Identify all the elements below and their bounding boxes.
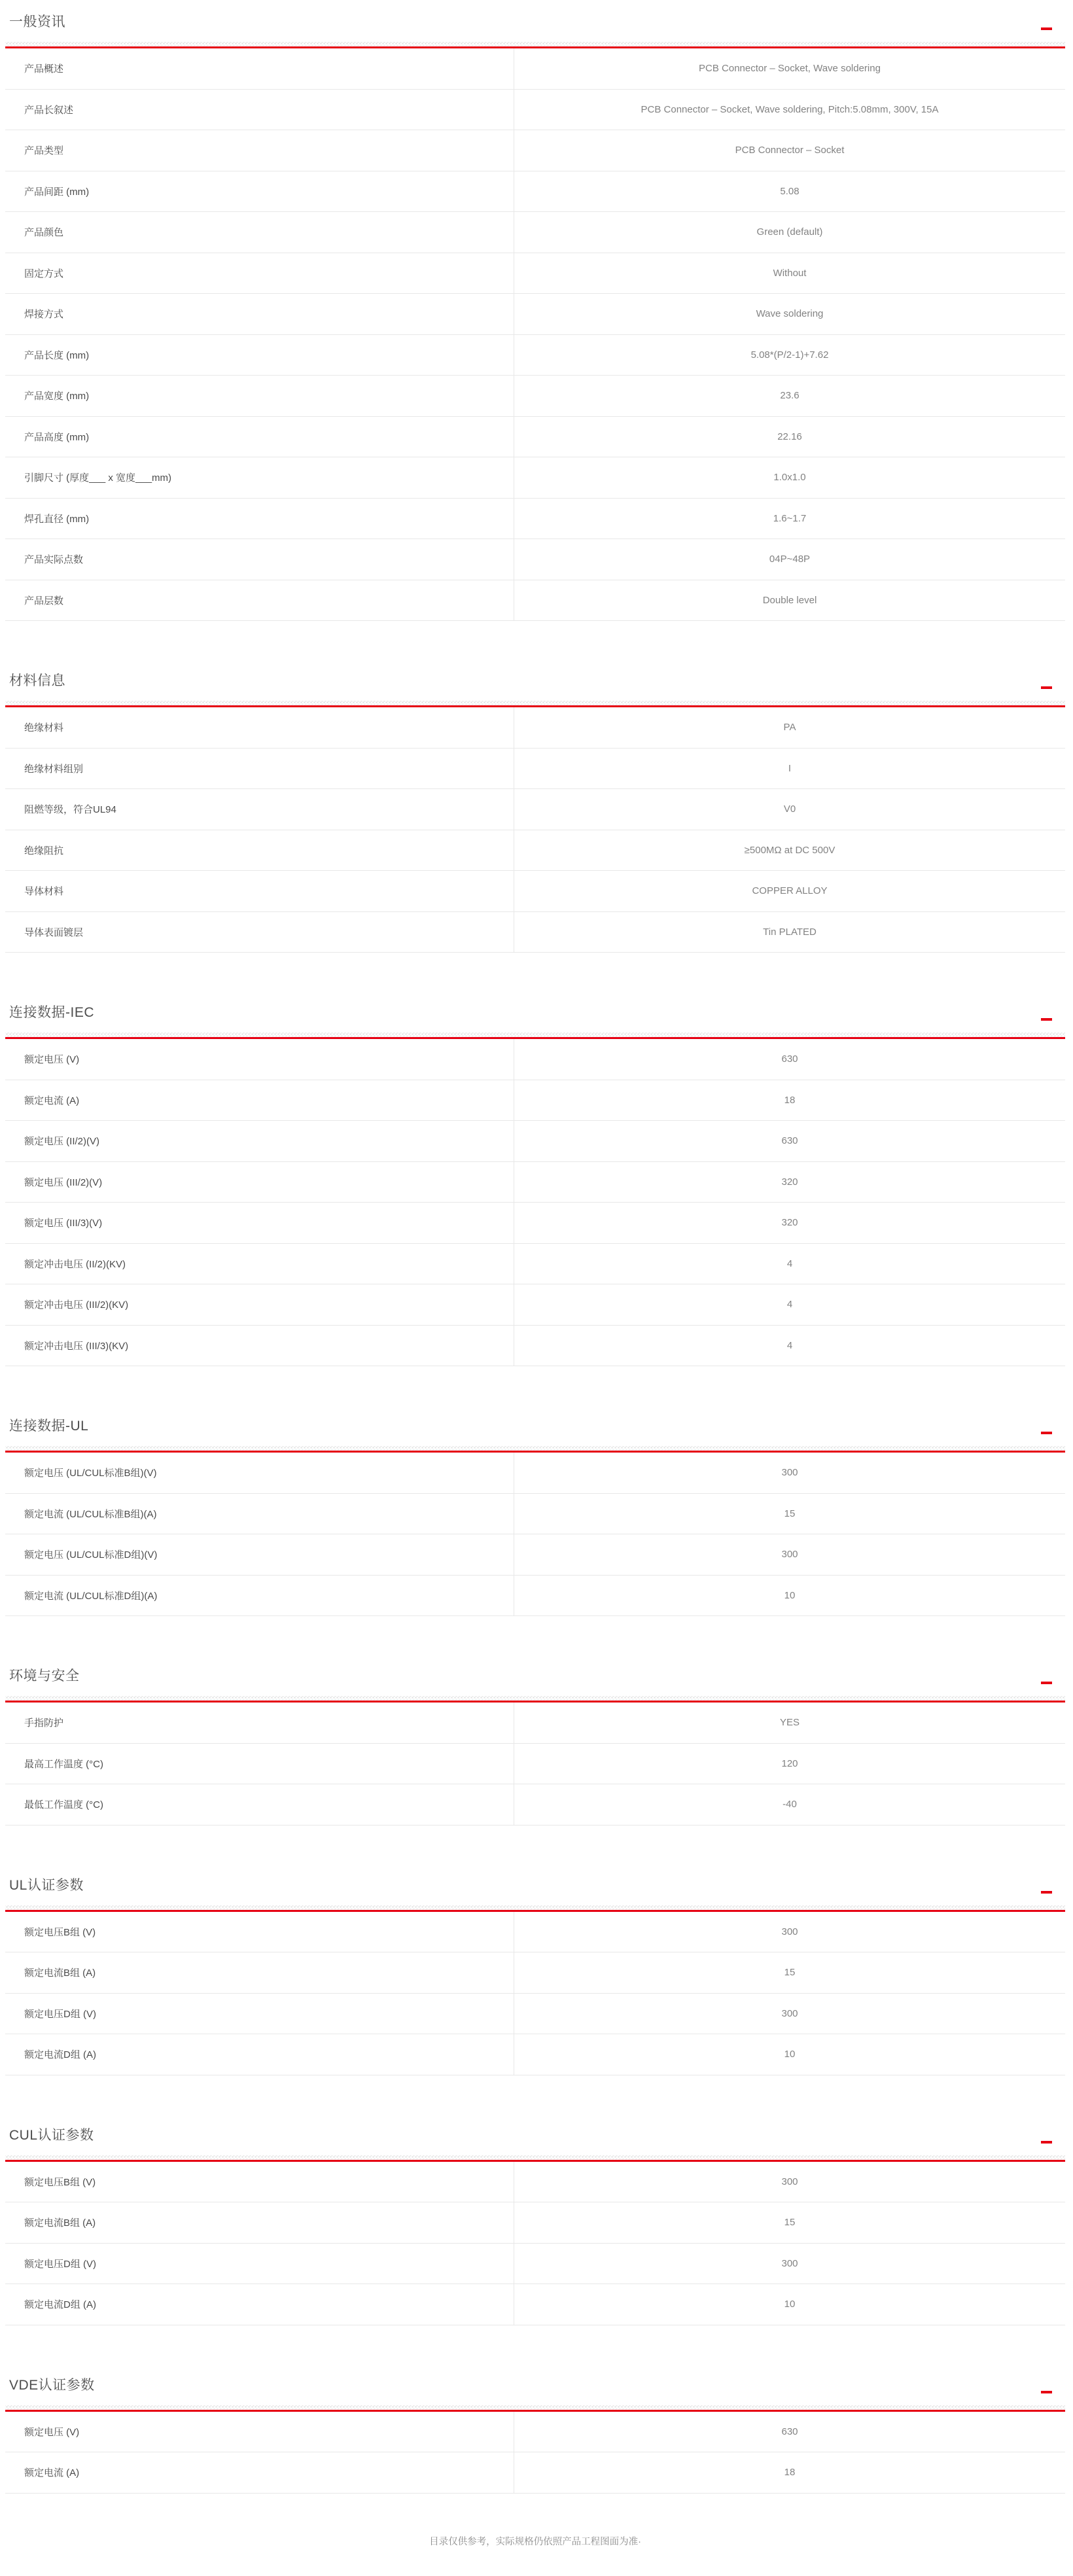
dotted-divider: [5, 42, 1065, 46]
spec-table: [5, 1912, 1065, 2075]
table-row: [5, 1326, 1065, 1367]
table-row: [5, 1534, 1065, 1576]
spec-value: 10: [514, 2034, 1065, 2075]
spec-label: 阻燃等级，符合UL94: [24, 804, 116, 816]
table-row: [5, 1994, 1065, 2035]
collapse-minus-icon[interactable]: [1041, 1432, 1052, 1434]
section-header: [5, 0, 1065, 42]
spec-label: 产品颜色: [24, 227, 64, 239]
dotted-divider: [5, 2405, 1065, 2410]
spec-label: 产品宽度 (mm): [24, 391, 90, 402]
spec-label: 额定电流B组 (A): [24, 1967, 96, 1979]
collapse-minus-icon[interactable]: [1041, 1018, 1052, 1021]
section-title: 一般资讯: [9, 14, 65, 29]
section-header: [5, 991, 1065, 1032]
spec-value: I: [514, 749, 1065, 789]
spec-value: 300: [514, 1994, 1065, 2034]
table-row: [5, 789, 1065, 830]
spec-value: 10: [514, 2284, 1065, 2325]
spec-value: 5.08*(P/2-1)+7.62: [514, 335, 1065, 376]
table-row: [5, 212, 1065, 253]
table-row: [5, 1453, 1065, 1494]
section-header: [5, 659, 1065, 701]
spec-label: 额定电流 (UL/CUL标准D组)(A): [24, 1590, 158, 1602]
table-row: [5, 130, 1065, 171]
spec-table: [5, 1039, 1065, 1366]
table-row: [5, 2412, 1065, 2453]
section-header: [5, 1404, 1065, 1446]
section-header: [5, 1863, 1065, 1905]
spec-label: 额定电流 (A): [24, 2467, 80, 2479]
spec-value: 630: [514, 1121, 1065, 1161]
spec-label: 额定电压 (III/2)(V): [24, 1176, 103, 1188]
spec-label: 额定冲击电压 (III/2)(KV): [24, 1299, 129, 1311]
table-row: [5, 171, 1065, 213]
spec-label: 额定电压D组 (V): [24, 2008, 96, 2020]
spec-value: 18: [514, 2452, 1065, 2493]
spec-value: 18: [514, 1080, 1065, 1121]
spec-value: Without: [514, 253, 1065, 294]
spec-label: 额定电流B组 (A): [24, 2217, 96, 2229]
spec-value: 300: [514, 1453, 1065, 1493]
spec-label: 最低工作温度 (°C): [24, 1799, 103, 1811]
spec-value: 630: [514, 1039, 1065, 1080]
section-title: 连接数据-IEC: [9, 1005, 94, 1020]
collapse-minus-icon[interactable]: [1041, 1682, 1052, 1684]
section-title: VDE认证参数: [9, 2377, 95, 2393]
spec-value: 22.16: [514, 417, 1065, 457]
section-material-info: [5, 659, 1065, 953]
spec-value: PA: [514, 707, 1065, 748]
table-row: [5, 294, 1065, 335]
spec-label: 额定电流 (UL/CUL标准B组)(A): [24, 1508, 157, 1520]
spec-label: 额定电压B组 (V): [24, 2176, 96, 2188]
spec-value: 15: [514, 1952, 1065, 1993]
table-row: [5, 871, 1065, 912]
spec-label: 导体表面镀层: [24, 926, 84, 938]
spec-table: [5, 1453, 1065, 1616]
section-header: [5, 1654, 1065, 1696]
dotted-divider: [5, 2155, 1065, 2160]
spec-label: 额定电压 (V): [24, 1054, 80, 1066]
section-title: CUL认证参数: [9, 2127, 94, 2143]
table-row: [5, 253, 1065, 294]
table-row: [5, 1576, 1065, 1617]
table-row: [5, 1912, 1065, 1953]
table-row: [5, 1784, 1065, 1826]
spec-value: 1.6~1.7: [514, 499, 1065, 539]
table-row: [5, 830, 1065, 872]
table-row: [5, 2202, 1065, 2244]
table-row: [5, 580, 1065, 622]
spec-value: PCB Connector – Socket, Wave soldering, Pitch:5.08mm, 300V, 15A: [514, 90, 1065, 130]
spec-value: 10: [514, 1576, 1065, 1616]
spec-value: Tin PLATED: [514, 912, 1065, 953]
spec-label: 产品实际点数: [24, 554, 84, 566]
spec-value: 300: [514, 2244, 1065, 2284]
spec-value: V0: [514, 789, 1065, 830]
spec-value: 4: [514, 1326, 1065, 1366]
spec-value: PCB Connector – Socket, Wave soldering: [514, 48, 1065, 89]
spec-label: 产品概述: [24, 63, 64, 75]
spec-label: 绝缘材料: [24, 722, 64, 734]
spec-value: ≥500MΩ at DC 500V: [514, 830, 1065, 871]
spec-table: [5, 48, 1065, 621]
spec-label: 额定电压B组 (V): [24, 1926, 96, 1938]
spec-label: 产品间距 (mm): [24, 186, 90, 198]
spec-label: 导体材料: [24, 886, 64, 898]
table-row: [5, 1162, 1065, 1203]
sections-container: [5, 0, 1065, 2494]
spec-label: 额定电压 (UL/CUL标准D组)(V): [24, 1549, 158, 1561]
table-row: [5, 417, 1065, 458]
table-row: [5, 2244, 1065, 2285]
spec-label: 额定电流D组 (A): [24, 2299, 96, 2311]
spec-table: [5, 2412, 1065, 2494]
table-row: [5, 1494, 1065, 1535]
table-row: [5, 539, 1065, 580]
collapse-minus-icon[interactable]: [1041, 686, 1052, 689]
spec-value: Wave soldering: [514, 294, 1065, 334]
disclaimer-note: 目录仅供参考，实际规格仍依照产品工程图面为准·: [429, 2536, 641, 2547]
spec-value: 120: [514, 1744, 1065, 1784]
spec-label: 焊接方式: [24, 309, 64, 321]
spec-label: 额定电压 (II/2)(V): [24, 1136, 99, 1148]
spec-label: 产品长叙述: [24, 104, 74, 116]
spec-label: 额定电流D组 (A): [24, 2049, 96, 2061]
spec-label: 产品长度 (mm): [24, 349, 90, 361]
spec-value: 5.08: [514, 171, 1065, 212]
table-row: [5, 749, 1065, 790]
table-row: [5, 1039, 1065, 1080]
dotted-divider: [5, 701, 1065, 705]
section-connection-data-iec: [5, 991, 1065, 1366]
spec-label: 额定电流 (A): [24, 1095, 80, 1106]
spec-label: 额定冲击电压 (III/3)(KV): [24, 1340, 129, 1352]
table-row: [5, 499, 1065, 540]
table-row: [5, 1952, 1065, 1994]
section-title: 连接数据-UL: [9, 1419, 89, 1434]
spec-value: 630: [514, 2412, 1065, 2452]
section-connection-data-ul: [5, 1404, 1065, 1616]
spec-value: 300: [514, 1912, 1065, 1952]
spec-value: 320: [514, 1203, 1065, 1243]
spec-value: 15: [514, 2202, 1065, 2243]
table-row: [5, 48, 1065, 90]
section-title: 环境与安全: [9, 1668, 80, 1684]
table-row: [5, 2034, 1065, 2075]
collapse-minus-icon[interactable]: [1041, 2141, 1052, 2144]
collapse-minus-icon[interactable]: [1041, 27, 1052, 30]
spec-value: COPPER ALLOY: [514, 871, 1065, 911]
spec-table: [5, 2162, 1065, 2325]
spec-label: 焊孔直径 (mm): [24, 513, 90, 525]
spec-value: 4: [514, 1244, 1065, 1284]
table-row: [5, 1080, 1065, 1121]
section-title: 材料信息: [9, 673, 65, 688]
spec-value: 4: [514, 1284, 1065, 1325]
section-general-info: [5, 0, 1065, 621]
table-row: [5, 1244, 1065, 1285]
table-row: [5, 2162, 1065, 2203]
spec-value: -40: [514, 1784, 1065, 1825]
spec-label: 最高工作温度 (°C): [24, 1758, 103, 1770]
spec-label: 产品层数: [24, 595, 64, 607]
section-ul-cert-params: [5, 1863, 1065, 2075]
section-vde-cert-params: [5, 2363, 1065, 2494]
spec-label: 引脚尺寸 (厚度___ x 宽度___mm): [24, 472, 172, 484]
spec-value: 300: [514, 1534, 1065, 1575]
spec-label: 额定电压 (III/3)(V): [24, 1218, 103, 1229]
table-row: [5, 912, 1065, 953]
spec-label: 绝缘材料组别: [24, 763, 84, 775]
table-row: [5, 1284, 1065, 1326]
collapse-minus-icon[interactable]: [1041, 2391, 1052, 2393]
dotted-divider: [5, 1446, 1065, 1451]
spec-value: 1.0x1.0: [514, 457, 1065, 498]
spec-value: 300: [514, 2162, 1065, 2202]
section-cul-cert-params: [5, 2113, 1065, 2325]
spec-value: YES: [514, 1703, 1065, 1743]
dotted-divider: [5, 1905, 1065, 1910]
section-title: UL认证参数: [9, 1877, 84, 1893]
table-row: [5, 1203, 1065, 1244]
dotted-divider: [5, 1032, 1065, 1037]
spec-label: 额定冲击电压 (II/2)(KV): [24, 1258, 126, 1270]
table-row: [5, 457, 1065, 499]
table-row: [5, 376, 1065, 417]
spec-label: 额定电压D组 (V): [24, 2258, 96, 2270]
spec-value: 15: [514, 1494, 1065, 1534]
spec-label: 额定电压 (V): [24, 2426, 80, 2438]
table-row: [5, 1121, 1065, 1162]
spec-table: [5, 707, 1065, 953]
section-environment-safety: [5, 1654, 1065, 1826]
spec-label: 固定方式: [24, 268, 64, 279]
spec-value: 04P~48P: [514, 539, 1065, 580]
spec-value: PCB Connector – Socket: [514, 130, 1065, 171]
table-row: [5, 1744, 1065, 1785]
table-row: [5, 2284, 1065, 2325]
spec-label: 产品类型: [24, 145, 64, 157]
spec-value: 23.6: [514, 376, 1065, 416]
spec-value: Green (default): [514, 212, 1065, 253]
table-row: [5, 2452, 1065, 2494]
spec-label: 手指防护: [24, 1718, 64, 1729]
section-header: [5, 2113, 1065, 2155]
spec-label: 绝缘阻抗: [24, 845, 64, 856]
table-row: [5, 335, 1065, 376]
dotted-divider: [5, 1696, 1065, 1701]
spec-value: Double level: [514, 580, 1065, 621]
table-row: [5, 1703, 1065, 1744]
spec-label: 额定电压 (UL/CUL标准B组)(V): [24, 1468, 157, 1479]
collapse-minus-icon[interactable]: [1041, 1891, 1052, 1894]
spec-label: 产品高度 (mm): [24, 431, 90, 443]
spec-value: 320: [514, 1162, 1065, 1203]
section-header: [5, 2363, 1065, 2405]
spec-table: [5, 1703, 1065, 1826]
table-row: [5, 90, 1065, 131]
table-row: [5, 707, 1065, 749]
